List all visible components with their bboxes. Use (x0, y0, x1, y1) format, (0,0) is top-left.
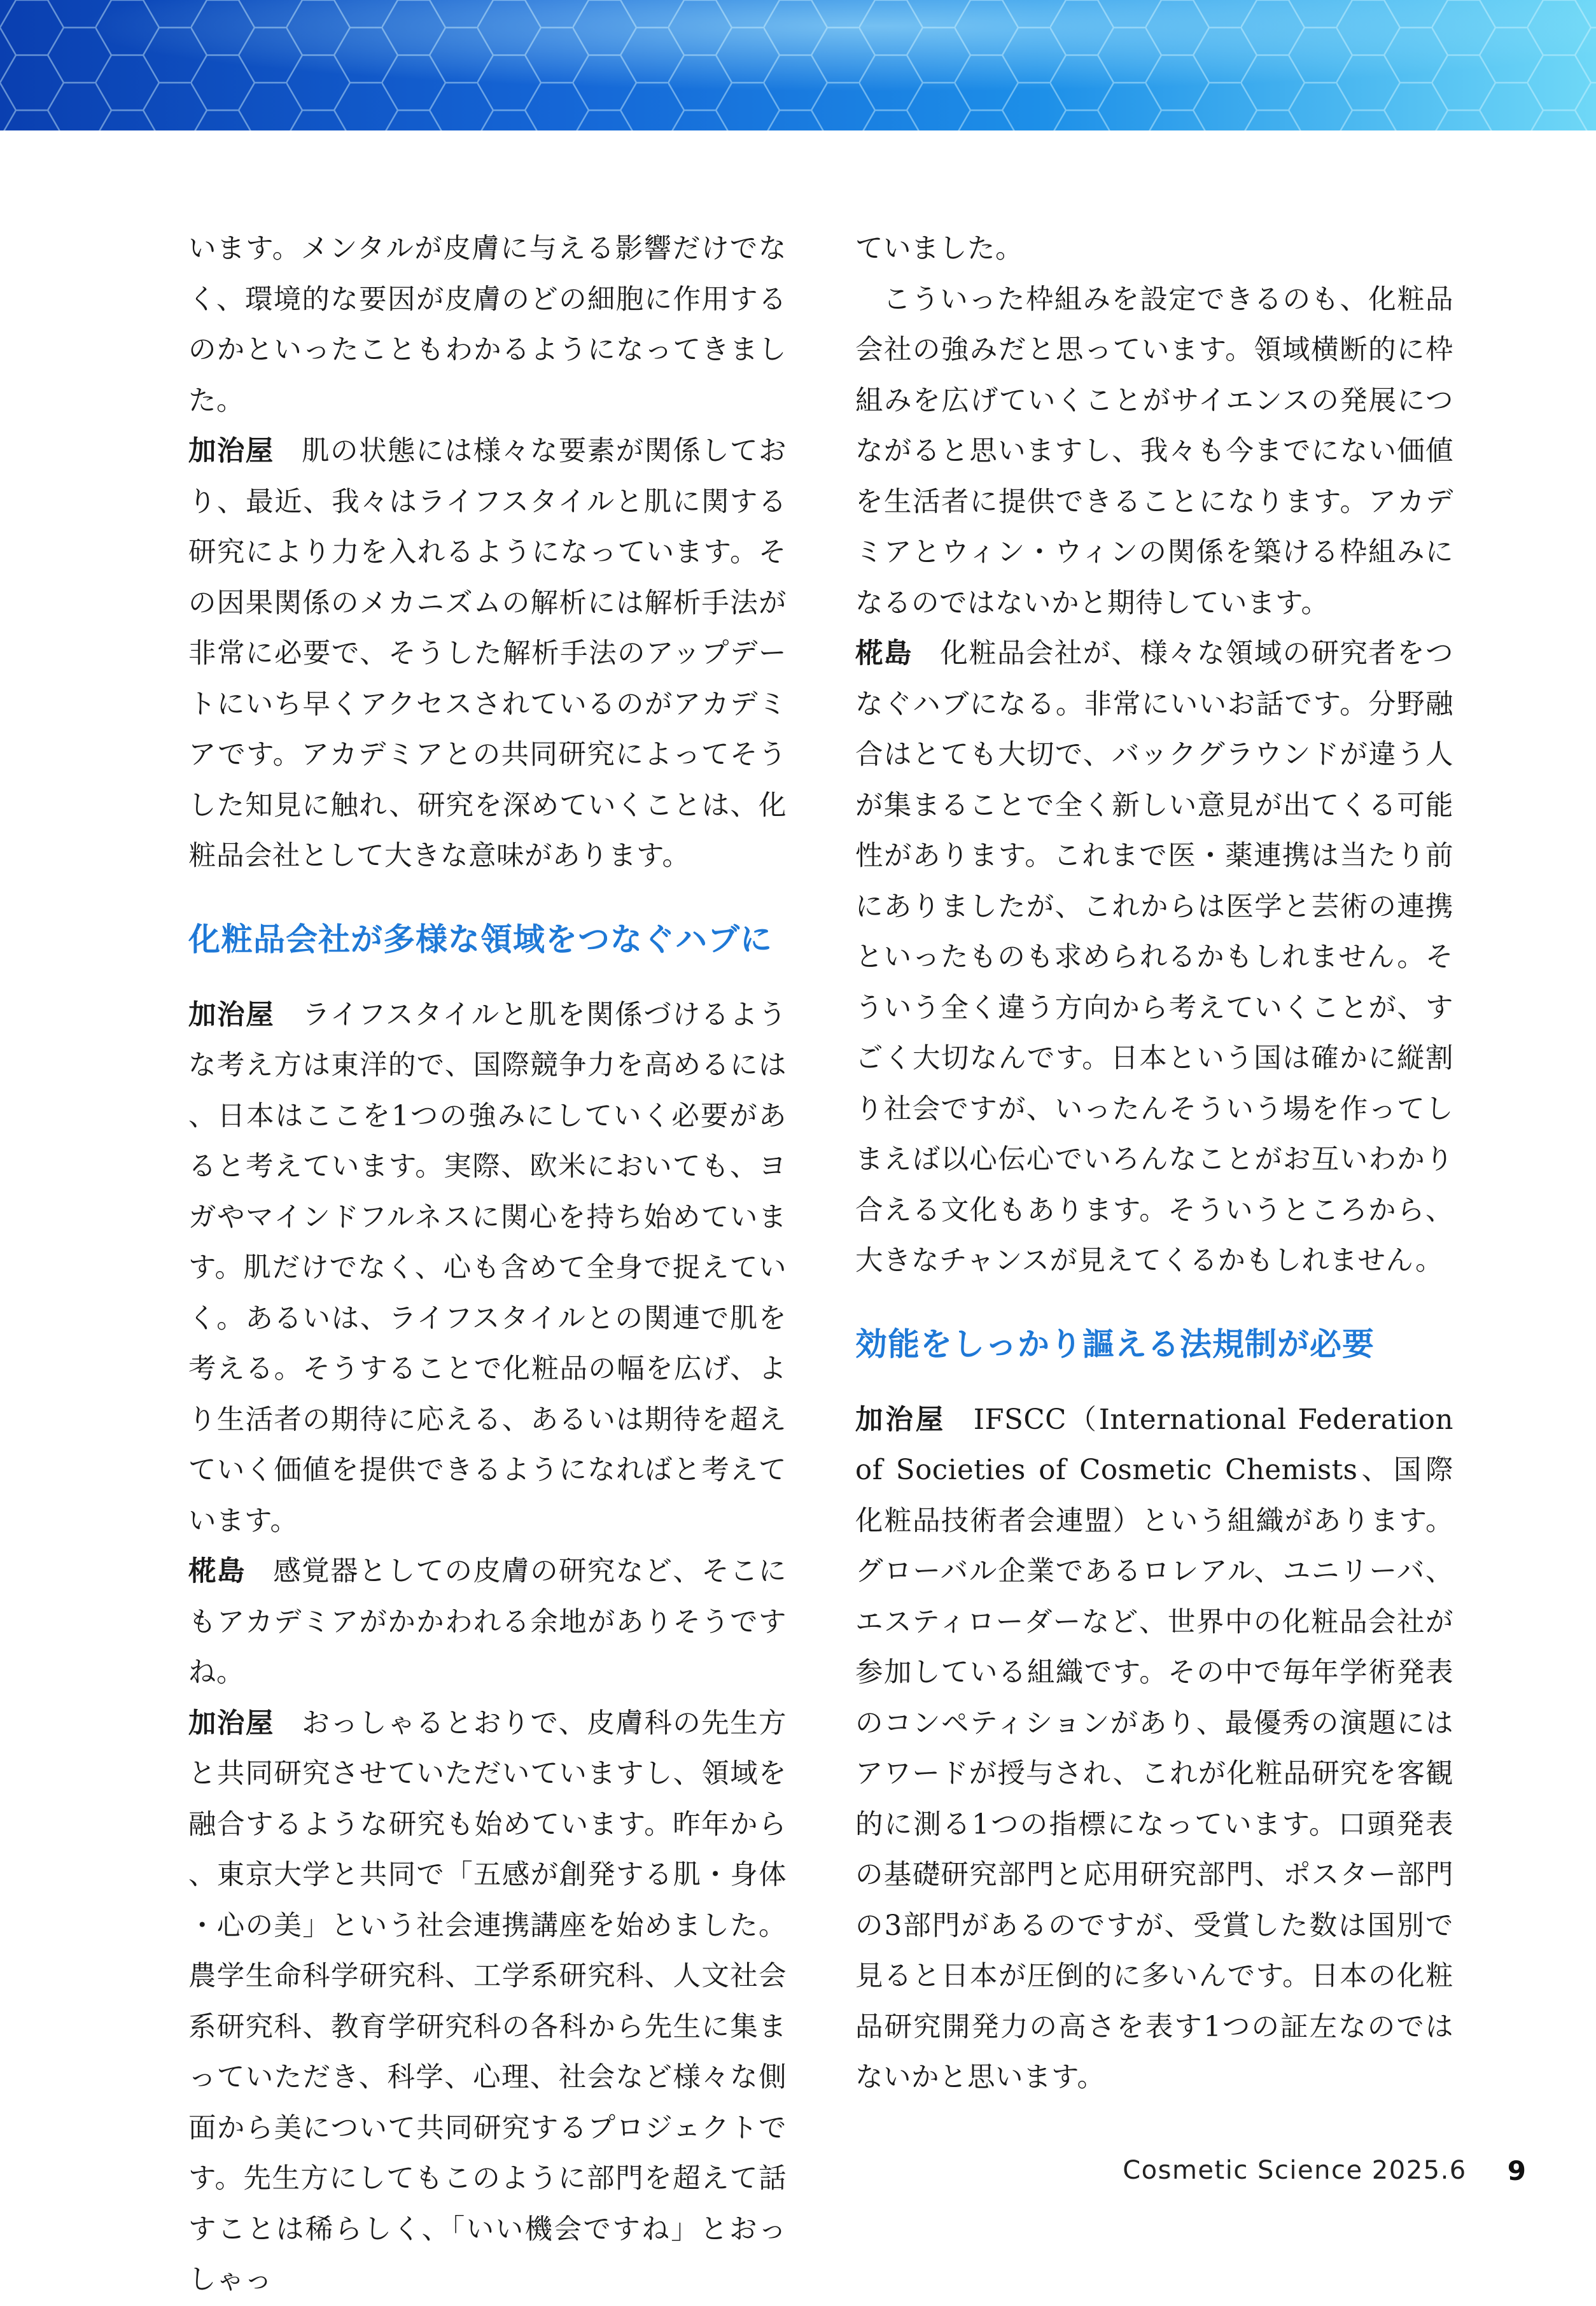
paragraph-text: ていました。 (855, 233, 1023, 265)
speaker-name: 加治屋 (855, 1403, 946, 1436)
paragraph-text: IFSCC（International Federation of Societies of Cosmetic Chemists、国際化粧品技術者会連盟）という組織があります。グローバル企業であるロレアル、ユニリーバ、エスティローダーなど、世界中の化粧品会社が参加している組織です。その中で毎年学術発表のコンペティションがあり、最優秀の演題にはアワードが授与され、これが化粧品研究を客観的に測る1つの指標になっています。口頭発表の基礎研究部門と応用研究部門、ポスター部門の3部門があるのですが、受賞した数は国別で見ると日本が圧倒的に多いんです。日本の化粧品研究開発力の高さを表す1つの証左なのではないかと思います。 (855, 1403, 1454, 2093)
page-footer (1123, 2151, 1526, 2190)
speaker-name: 加治屋 (188, 435, 274, 467)
left-column (188, 224, 787, 2306)
speaker-name: 椛島 (188, 1556, 246, 1587)
left-column-bottom-text (188, 990, 787, 2306)
paragraph-text: います。メンタルが皮膚に与える影響だけでなく、環境的な要因が皮膚のどの細胞に作用するのかといったこともわかるようになってきました。 (188, 233, 787, 417)
right-column (855, 224, 1453, 2104)
paragraph (188, 1547, 787, 1699)
right-column-top-text (855, 224, 1453, 1287)
speaker-name: 椛島 (855, 638, 913, 670)
paragraph (188, 1699, 787, 2306)
paragraph (855, 275, 1453, 629)
paragraph (855, 1395, 1453, 2104)
paragraph (855, 224, 1453, 275)
speaker-name: 加治屋 (188, 999, 275, 1031)
paragraph-text: おっしゃるとおりで、皮膚科の先生方と共同研究させていただいていますし、領域を融合するような研究も始めています。昨年から、東京大学と共同で「五感が創発する肌・身体・心の美」という社会連携講座を始めました。農学生命科学研究科、工学系研究科、人文社会系研究科、教育学研究科の各科から先生に集まっていただき、科学、心理、社会など様々な側面から美について共同研究するプロジェクトです。先生方にしてもこのように部門を超えて話すことは稀らしく、「いい機会ですね」とおっしゃっ (188, 1707, 787, 2296)
paragraph (188, 426, 787, 882)
paragraph (188, 990, 787, 1547)
header-banner (0, 0, 1596, 130)
hexagon-pattern-image (0, 0, 1596, 130)
left-column-top-text (188, 224, 787, 882)
right-column-bottom-text (855, 1395, 1453, 2104)
paragraph-text: 化粧品会社が、様々な領域の研究者をつなぐハブになる。非常にいいお話です。分野融合はとても大切で、バックグラウンドが違う人が集まることで全く新しい意見が出てくる可能性があります。これまで医・薬連携は当たり前にありましたが、これからは医学と芸術の連携といったものも求められるかもしれません。そういう全く違う方向から考えていくことが、すごく大切なんです。日本という国は確かに縦割り社会ですが、いったんそういう場を作ってしまえば以心伝心でいろんなことがお互いわかり合える文化もあります。そういうところから、大きなチャンスが見えてくるかもしれません。 (855, 638, 1454, 1277)
paragraph-text: 感覚器としての皮膚の研究など、そこにもアカデミアがかかわれる余地がありそうですね。 (188, 1556, 787, 1689)
paragraph (188, 224, 787, 426)
paragraph-text: ライフスタイルと肌を関係づけるような考え方は東洋的で、国際競争力を高めるには、日本はここを1つの強みにしていく必要があると考えています。実際、欧米においても、ヨガやマインドフルネスに関心を持ち始めています。肌だけでなく、心も含めて全身で捉えていく。あるいは、ライフスタイルとの関連で肌を考える。そうすることで化粧品の幅を広げ、より生活者の期待に応える、あるいは期待を超えていく価値を提供できるようになればと考えています。 (188, 999, 787, 1537)
paragraph (855, 629, 1453, 1287)
journal-name: Cosmetic Science 2025.6 (1123, 2156, 1467, 2185)
paragraph-text: 肌の状態には様々な要素が関係しており、最近、我々はライフスタイルと肌に関する研究により力を入れるようになっています。その因果関係のメカニズムの解析には解析手法が非常に必要で、そうした解析手法のアップデートにいち早くアクセスされているのがアカデミアです。アカデミアとの共同研究によってそうした知見に触れ、研究を深めていくことは、化粧品会社として大きな意味があります。 (188, 435, 787, 872)
section-heading-regulation: 効能をしっかり謳える法規制が必要 (855, 1325, 1375, 1363)
speaker-name: 加治屋 (188, 1707, 274, 1740)
page-number: 9 (1507, 2155, 1526, 2186)
section-heading-hub: 化粧品会社が多様な領域をつなぐハブに (188, 920, 773, 958)
paragraph-text: こういった枠組みを設定できるのも、化粧品会社の強みだと思っています。領域横断的に枠組みを広げていくことがサイエンスの発展につながると思いますし、我々も今までにない価値を生活者に提供できることになります。アカデミアとウィン・ウィンの関係を築ける枠組みになるのではないかと期待しています。 (855, 283, 1453, 619)
